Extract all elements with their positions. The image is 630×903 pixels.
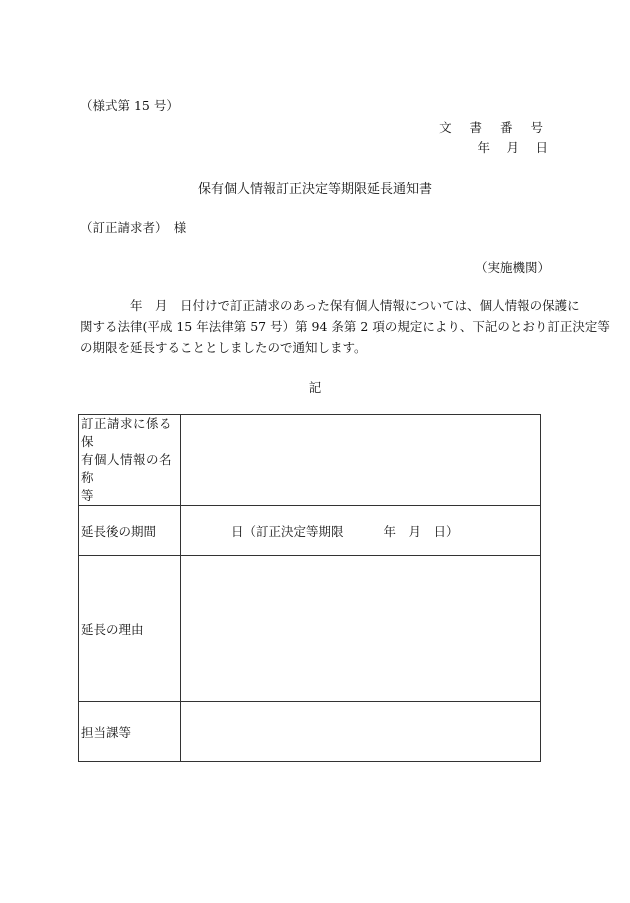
notice-body-line: 関する法律(平成 15 年法律第 57 号）第 94 条第 2 項の規定により、下記のとおり訂正決定等 xyxy=(80,319,610,334)
table-row xyxy=(79,702,541,762)
table-row xyxy=(79,506,541,556)
document-number: 文 書 番 号 xyxy=(439,120,550,135)
info-name-label: 訂正請求に係る保 有個人情報の名称 等 xyxy=(79,415,181,506)
document-title: 保有個人情報訂正決定等期限延長通知書 xyxy=(197,182,432,197)
extended-period-value: 日（訂正決定等期限 年 月 日） xyxy=(181,506,541,556)
implementing-agency: （実施機関） xyxy=(474,260,550,275)
extended-period-label: 延長後の期間 xyxy=(79,506,181,556)
info-name-value xyxy=(181,415,541,506)
form-number: （様式第 15 号） xyxy=(80,98,179,113)
extension-reason-value xyxy=(181,556,541,702)
notice-body xyxy=(80,295,610,358)
department-value xyxy=(181,702,541,762)
extension-reason-label: 延長の理由 xyxy=(79,556,181,702)
issue-date: 年 月 日 xyxy=(477,140,550,155)
notice-body-line: の期限を延長することとしましたので通知します。 xyxy=(80,340,367,355)
table-row xyxy=(79,556,541,702)
notice-body-line: 年 月 日付けで訂正請求のあった保有個人情報については、個人情報の保護に xyxy=(80,298,580,313)
table-row xyxy=(79,415,541,506)
details-table xyxy=(78,414,541,762)
recipient: （訂正請求者） 様 xyxy=(80,220,187,235)
department-label: 担当課等 xyxy=(79,702,181,762)
ki-heading: 記 xyxy=(308,380,322,395)
